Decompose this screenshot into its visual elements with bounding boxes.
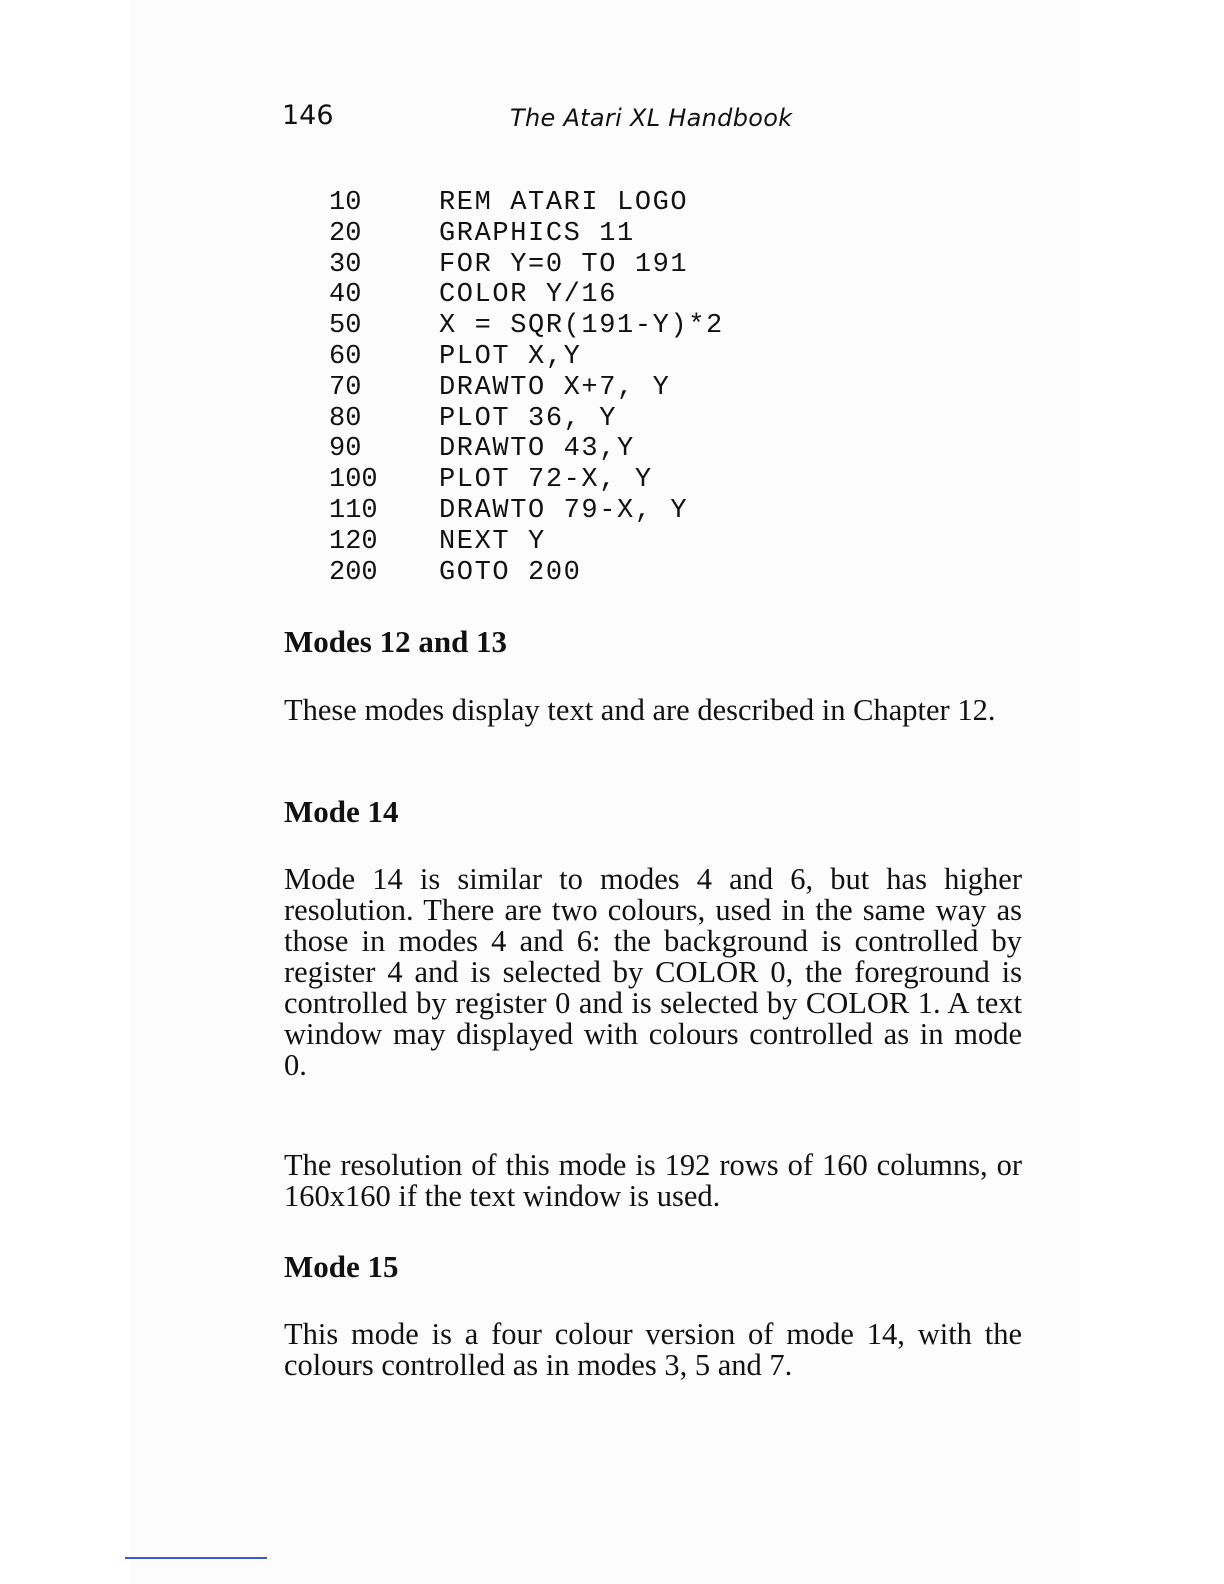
code-statement: DRAWTO X+7, Y <box>439 372 671 403</box>
code-statement: PLOT 72-X, Y <box>439 465 653 496</box>
paragraph-mode-14-description: Mode 14 is similar to modes 4 and 6, but has higher resolution. There are two colours, used in the same way as those in modes 4 and 6: the background is controlled by register 4 and is selected by COLOR 0, the foreground is controlled by register 0 and is selected by COLOR 1. A text window may displayed with colours controlled as in mode 0. <box>284 862 1022 1082</box>
code-line <box>329 250 724 281</box>
code-line <box>329 342 724 373</box>
code-statement: PLOT X,Y <box>439 341 582 372</box>
line-number: 110 <box>329 495 378 526</box>
line-number: 70 <box>329 372 362 403</box>
line-number: 90 <box>329 434 362 465</box>
code-statement: GOTO 200 <box>439 557 582 588</box>
code-statement: REM ATARI LOGO <box>439 188 689 218</box>
line-number: 80 <box>329 403 362 434</box>
code-line <box>329 404 724 435</box>
code-statement: GRAPHICS 11 <box>439 218 635 249</box>
page-header <box>282 100 1022 140</box>
code-statement: FOR Y=0 TO 191 <box>439 249 689 280</box>
section-heading-mode-14: Mode 14 <box>284 794 399 829</box>
section-heading-modes-12-13: Modes 12 and 13 <box>284 624 508 659</box>
code-line <box>329 434 724 465</box>
code-statement: NEXT Y <box>439 526 546 557</box>
code-line <box>329 219 724 250</box>
code-statement: DRAWTO 79-X, Y <box>439 495 689 526</box>
paragraph-modes-12-13: These modes display text and are described in Chapter 12. <box>284 693 996 727</box>
code-line <box>329 280 724 311</box>
line-number: 120 <box>329 526 378 557</box>
line-number: 30 <box>329 249 362 280</box>
code-line <box>329 373 724 404</box>
line-number: 40 <box>329 280 362 311</box>
line-number: 100 <box>329 465 378 496</box>
basic-code-listing <box>329 188 724 588</box>
code-statement: PLOT 36, Y <box>439 403 618 434</box>
code-statement: DRAWTO 43,Y <box>439 434 635 465</box>
paragraph-mode-15: This mode is a four colour version of mode 14, with the colours controlled as in modes 3, 5 and 7. <box>284 1317 1022 1382</box>
line-number: 60 <box>329 341 362 372</box>
code-line <box>329 188 724 219</box>
code-statement: X = SQR(191-Y)*2 <box>439 311 724 342</box>
paragraph-mode-14-resolution: The resolution of this mode is 192 rows of 160 columns, or 160x160 if the text window is used. <box>284 1148 1022 1213</box>
line-number: 50 <box>329 311 362 342</box>
code-line <box>329 496 724 527</box>
line-number: 200 <box>329 557 378 588</box>
code-line <box>329 465 724 496</box>
code-line <box>329 558 724 589</box>
line-number: 10 <box>329 188 362 218</box>
section-heading-mode-15: Mode 15 <box>284 1249 399 1284</box>
footer-rule <box>125 1557 267 1559</box>
page-number: 146 <box>282 100 334 131</box>
code-line <box>329 527 724 558</box>
code-statement: COLOR Y/16 <box>439 280 618 311</box>
running-title: The Atari XL Handbook <box>510 104 793 132</box>
code-line <box>329 311 724 342</box>
line-number: 20 <box>329 218 362 249</box>
